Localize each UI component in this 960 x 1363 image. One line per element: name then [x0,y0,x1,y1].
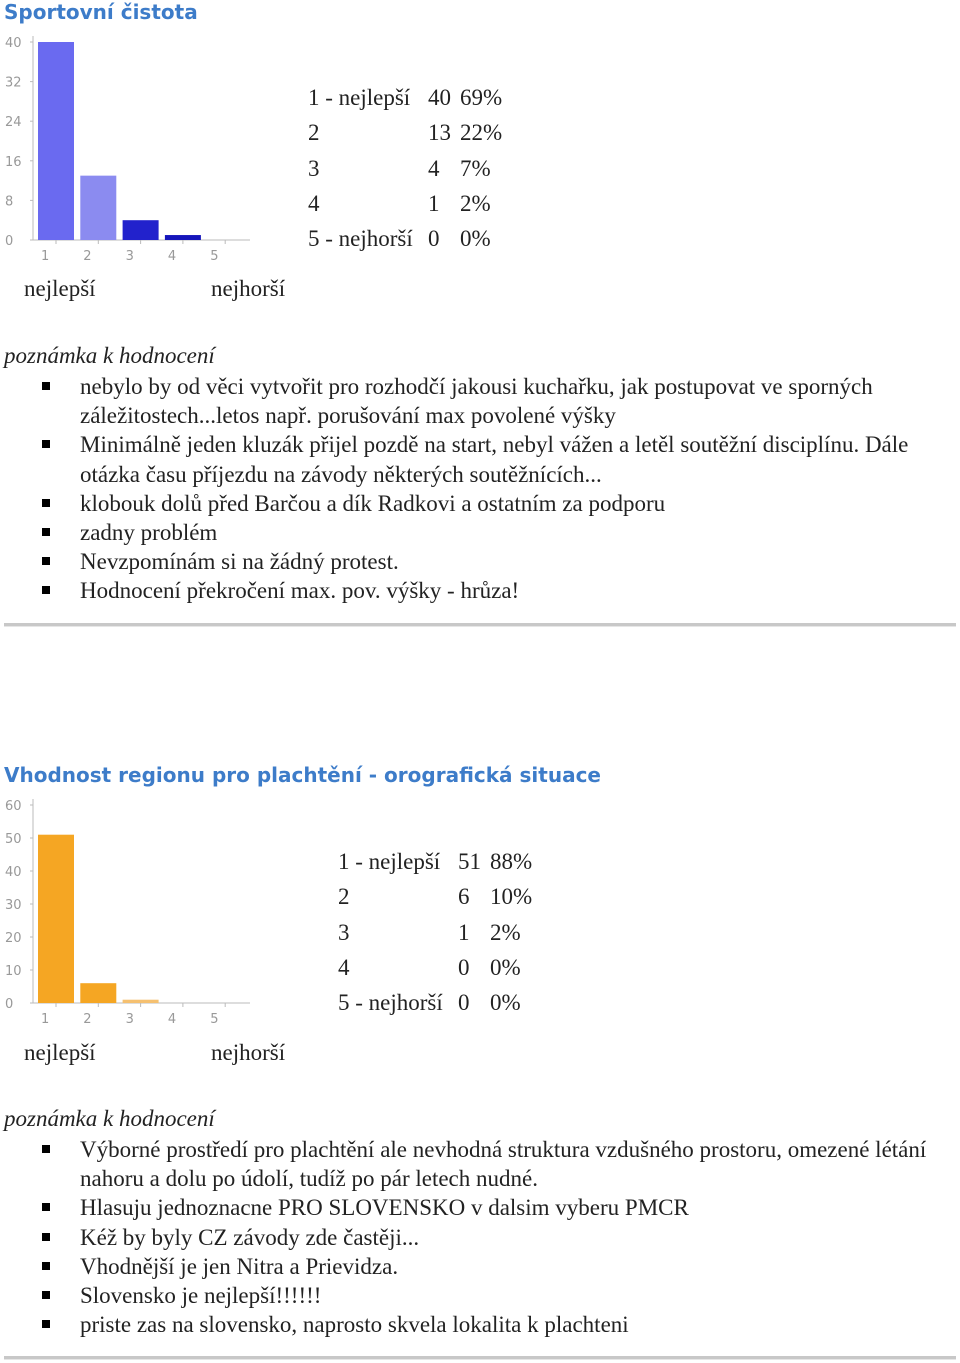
x-tick-label: 4 [167,249,177,264]
x-tick-label: 3 [125,1012,134,1027]
stats-count: 0 [428,226,440,252]
bar-chart-svg [0,30,260,270]
list-item [0,576,960,605]
stats-percent: 7% [460,155,491,181]
list-item [0,489,960,518]
stats-label: 5 - nejhorší [338,990,443,1016]
note-heading: poznámka k hodnocení [4,343,215,368]
note-text: Výborné prostředí pro plachtění ale nevhodná struktura vzdušného prostoru, omezené létání nahoru a dolu po údolí, tudíž po pár letech nudné. [80,1137,927,1192]
y-tick-label: 50 [5,832,22,847]
list-item [0,1310,960,1339]
stats-count: 1 [428,190,440,216]
bullet-icon [42,557,50,565]
bullet-icon [42,1145,50,1153]
list-item [0,547,960,576]
stats-label: 3 [338,919,350,945]
y-tick-label: 40 [5,865,22,880]
x-tick-label: 2 [83,1012,92,1027]
list-item [0,430,960,488]
stats-percent: 2% [460,190,491,216]
stats-percent: 2% [490,919,521,945]
y-tick-label: 10 [5,964,22,979]
x-tick-label: 1 [41,1012,50,1027]
note-text: zadny problém [80,520,218,546]
best-label: nejlepší [24,1040,96,1065]
stats-count: 1 [458,919,470,945]
note-text: Nevzpomínám si na žádný protest. [80,549,399,575]
bar-chart [0,793,260,1033]
list-item [0,372,960,430]
stats-count: 51 [458,849,481,874]
stats-label: 2 [308,120,320,146]
stats-percent: 88% [490,849,533,874]
x-tick-label: 1 [41,249,50,264]
stats-percent: 0% [490,954,521,980]
bullet-icon [42,499,50,507]
stats-percent: 0% [460,226,491,252]
bar-chart-svg [0,793,260,1033]
section-divider [4,1356,956,1360]
bar-3 [123,1000,159,1003]
bullet-icon [42,1262,50,1270]
bar-1 [38,835,74,1003]
note-text: Slovensko je nejlepší!!!!!! [80,1283,322,1309]
note-text: priste zas na slovensko, naprosto skvela lokalita k plachteni [80,1312,629,1338]
stats-label: 1 - nejlepší [308,85,411,110]
x-tick-label: 5 [210,1012,219,1027]
bullet-icon [42,440,50,448]
note-text: nebylo by od věci vytvořit pro rozhodčí jakousi kuchařku, jak postupovat ve sporných záležitostech...letos např. porušování max povolené výšky [80,374,873,429]
list-item [0,1281,960,1310]
bar-1 [38,42,74,240]
bullet-icon [42,586,50,594]
x-tick-label: 4 [167,1012,177,1027]
list-item [0,1252,960,1281]
note-text: Minimálně jeden kluzák přijel pozdě na start, nebyl vážen a letěl soutěžní disciplínu. Dále otázka času příjezdu na závody některých soutěžnících... [80,432,909,487]
y-tick-label: 32 [5,75,22,91]
stats-count: 0 [458,990,470,1016]
bar-2 [80,983,116,1003]
bar-2 [80,176,116,240]
stats-label: 2 [338,884,350,910]
y-tick-label: 0 [5,997,14,1012]
stats-count: 0 [458,954,470,980]
stats-percent: 0% [490,990,521,1016]
note-heading: poznámka k hodnocení [4,1106,215,1131]
list-item [0,1223,960,1252]
list-item [0,1135,960,1193]
bullet-icon [42,528,50,536]
y-tick-label: 24 [5,115,22,131]
section-divider [4,623,956,627]
y-tick-label: 8 [5,194,14,210]
stats-percent: 22% [460,120,503,146]
bullet-icon [42,382,50,390]
y-tick-label: 20 [5,931,22,946]
section-title: Vhodnost regionu pro plachtění - orografická situace [4,763,601,787]
note-text: Hodnocení překročení max. pov. výšky - hrůza! [80,578,520,604]
worst-label: nejhorší [211,276,286,301]
best-label: nejlepší [24,276,96,301]
stats-label: 5 - nejhorší [308,226,413,252]
stats-label: 4 [308,190,320,216]
stats-count: 4 [428,155,440,181]
note-text: Kéž by byly CZ závody zde častěji... [80,1224,420,1250]
notes-list [0,372,960,606]
stats-percent: 10% [490,884,533,910]
bar-3 [123,220,159,240]
list-item [0,518,960,547]
stats-count: 13 [428,120,451,146]
note-text: Hlasuju jednoznacne PRO SLOVENSKO v dalsim vyberu PMCR [80,1195,689,1221]
bar-4 [165,235,201,240]
stats-label: 1 - nejlepší [338,849,441,874]
list-item [0,1193,960,1222]
y-tick-label: 0 [5,234,14,249]
stats-percent: 69% [460,85,503,110]
y-tick-label: 30 [5,898,22,913]
x-tick-label: 2 [83,249,92,264]
y-tick-label: 16 [5,154,22,170]
y-tick-label: 60 [5,799,22,814]
stats-label: 3 [308,155,320,181]
note-text: Vhodnější je jen Nitra a Prievidza. [80,1253,399,1279]
bullet-icon [42,1233,50,1241]
notes-list [0,1135,960,1339]
note-text: klobouk dolů před Barčou a dík Radkovi a ostatním za podporu [80,490,666,516]
y-tick-label: 40 [5,36,22,51]
bullet-icon [42,1291,50,1299]
x-tick-label: 3 [125,249,134,264]
section-title: Sportovní čistota [4,0,198,24]
stats-count: 40 [428,85,451,110]
worst-label: nejhorší [211,1040,286,1065]
stats-count: 6 [458,884,470,910]
bullet-icon [42,1203,50,1211]
stats-label: 4 [338,954,350,980]
bar-chart [0,30,260,270]
bullet-icon [42,1320,50,1328]
x-tick-label: 5 [210,249,219,264]
